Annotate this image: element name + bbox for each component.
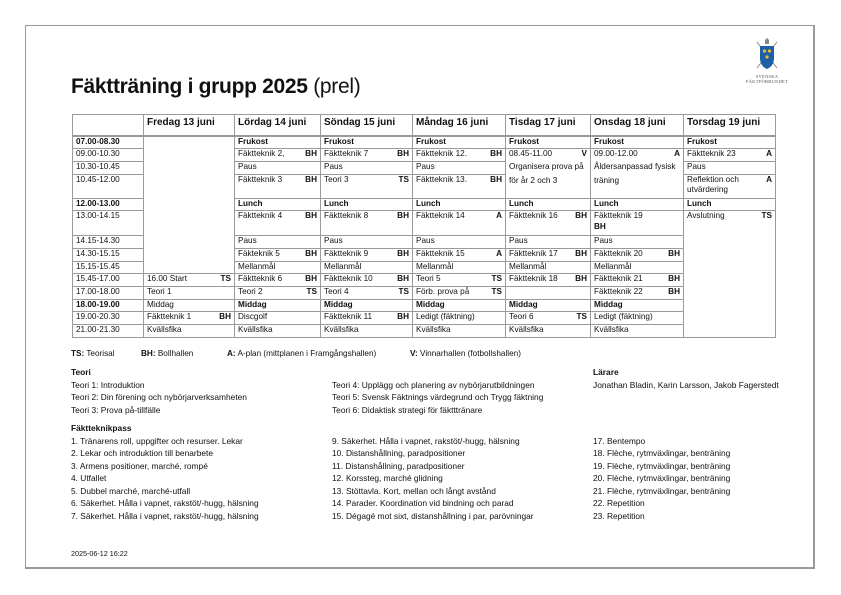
schedule-cell bbox=[506, 312, 591, 325]
teori-item: Teori 6: Didaktisk strategi för fäktttränare bbox=[332, 404, 483, 415]
schedule-cell bbox=[506, 274, 591, 287]
time-cell: 09.00-10.30 bbox=[73, 149, 144, 162]
table-row bbox=[73, 274, 776, 287]
schedule-cell: Middag bbox=[413, 299, 506, 312]
schedule-cell bbox=[235, 174, 321, 198]
activity: Fäktteknik 15 bbox=[416, 248, 465, 258]
schedule-cell: Mellanmål bbox=[591, 261, 684, 274]
fakteknikpass-col2 bbox=[332, 435, 534, 523]
time-cell: 17.00-18.00 bbox=[73, 287, 144, 300]
pass-item: 2. Lekar och introduktion till benarbete bbox=[71, 448, 213, 458]
day-header-empty bbox=[73, 115, 144, 136]
table-row bbox=[73, 287, 776, 300]
schedule-cell: Paus bbox=[413, 236, 506, 249]
location-tag: BH bbox=[397, 274, 409, 284]
activity: Fäktteknik 21 bbox=[594, 274, 643, 284]
activity: Fäktteknik 14 bbox=[416, 211, 465, 221]
table-row bbox=[73, 325, 776, 338]
schedule-cell: Kvällsfika bbox=[413, 325, 506, 338]
schedule-cell bbox=[235, 248, 321, 261]
pass-item: 5. Dubbel marché, marché-utfall bbox=[71, 485, 191, 496]
schedule-cell bbox=[506, 211, 591, 236]
pass-item: 17. Bentempo bbox=[593, 435, 646, 446]
schedule-cell: Paus bbox=[321, 161, 413, 174]
pass-item: 20. Flèche, rytmväxlingar, benträning bbox=[593, 473, 731, 483]
pass-item: 23. Repetition bbox=[593, 510, 645, 521]
schedule-cell: Lunch bbox=[506, 198, 591, 211]
activity: Fäktteknik 18 bbox=[509, 274, 558, 284]
location-tag: BH bbox=[668, 287, 680, 296]
activity: Fäkteknik 5 bbox=[238, 248, 280, 258]
teori-item: Teori 2: Din förening och nybörjarverksamheten bbox=[71, 392, 247, 402]
schedule-cell bbox=[321, 149, 413, 162]
activity: Fäktteknik 22 bbox=[594, 287, 643, 296]
location-tag: BH bbox=[490, 174, 502, 184]
timestamp: 2025-06-12 16:22 bbox=[71, 549, 128, 558]
activity: Fäktteknik 16 bbox=[509, 211, 558, 221]
teori-item: Teori 1: Introduktion bbox=[71, 379, 145, 390]
activity: Teori 4 bbox=[324, 287, 349, 296]
activity: Fäktteknik 12. bbox=[416, 149, 467, 159]
teori-item: Teori 3: Prova på-tillfälle bbox=[71, 404, 161, 415]
schedule-cell: Kvällsfika bbox=[144, 325, 235, 338]
schedule-cell bbox=[413, 274, 506, 287]
legend-key: A: bbox=[227, 349, 236, 358]
schedule-cell bbox=[235, 211, 321, 236]
pass-item: 6. Säkerhet. Hålla i vapnet, rakstöt/-hugg, hälsning bbox=[71, 498, 259, 508]
location-tag: A bbox=[766, 174, 772, 184]
schedule-cell bbox=[684, 149, 776, 162]
schedule-cell: Middag bbox=[144, 299, 235, 312]
schedule-cell: Ledigt (fäktning) bbox=[591, 312, 684, 325]
day-header-monday: Måndag 16 juni bbox=[413, 115, 506, 136]
schedule-cell: Paus bbox=[591, 236, 684, 249]
activity: Fäktteknik 1 bbox=[147, 312, 192, 322]
time-cell: 15.45-17.00 bbox=[73, 274, 144, 287]
schedule-cell bbox=[413, 149, 506, 162]
location-tag: BH bbox=[575, 248, 587, 258]
activity: Fäktteknik 3 bbox=[238, 174, 283, 184]
table-row bbox=[73, 136, 776, 149]
larare-heading: Lärare bbox=[593, 367, 619, 377]
time-cell: 21.00-21.30 bbox=[73, 325, 144, 338]
location-tag: A bbox=[766, 149, 772, 159]
day-header-friday: Fredag 13 juni bbox=[144, 115, 235, 136]
pass-item: 21. Flèche, rytmväxlingar, benträning bbox=[593, 485, 731, 496]
legend-value: Teorisal bbox=[86, 349, 115, 358]
activity: Fäktteknik 8 bbox=[324, 211, 369, 221]
pass-item: 10. Distanshållning, paradpositioner bbox=[332, 448, 466, 458]
schedule-cell bbox=[591, 248, 684, 261]
schedule-cell: Lunch bbox=[684, 198, 776, 211]
schedule-cell bbox=[684, 174, 776, 198]
schedule-cell: Lunch bbox=[413, 198, 506, 211]
activity: Fäktteknik 17 bbox=[509, 248, 558, 258]
schedule-cell: Lunch bbox=[235, 198, 321, 211]
activity: Fäktteknik 2, bbox=[238, 149, 285, 159]
teori-section bbox=[71, 366, 247, 416]
schedule-cell bbox=[235, 287, 321, 300]
schedule-cell bbox=[591, 287, 684, 300]
fri-empty-cell bbox=[144, 136, 235, 274]
activity: Teori 5 bbox=[416, 274, 441, 284]
location-tag: TS bbox=[491, 287, 502, 296]
schedule-cell: Mellanmål bbox=[321, 261, 413, 274]
block-time: 09.00-12.00 bbox=[594, 149, 638, 159]
location-tag: BH bbox=[575, 274, 587, 284]
logo-text-line2: FÄKTFÖRBUNDET bbox=[745, 79, 789, 84]
location-tag: BH bbox=[397, 312, 409, 322]
schedule-cell: Ledigt (fäktning) bbox=[413, 312, 506, 325]
schedule-cell bbox=[413, 211, 506, 236]
schedule-cell: Paus bbox=[684, 161, 776, 174]
schedule-cell bbox=[144, 312, 235, 325]
time-cell: 12.00-13.00 bbox=[73, 198, 144, 211]
location-tag: BH bbox=[305, 174, 317, 184]
pass-item: 4. Utfallet bbox=[71, 473, 107, 483]
schedule-cell bbox=[321, 211, 413, 236]
legend-bh bbox=[141, 349, 193, 358]
activity: Fäktteknik 13. bbox=[416, 174, 467, 184]
activity: Fäktteknik 10 bbox=[324, 274, 373, 284]
time-cell: 10.30-10.45 bbox=[73, 161, 144, 174]
activity: Avslutning bbox=[687, 211, 725, 221]
activity: Reflektion och utvärdering bbox=[687, 174, 739, 195]
legend-value: Vinnarhallen (fotbollshallen) bbox=[420, 349, 521, 358]
schedule-table bbox=[72, 114, 776, 338]
schedule-cell: Paus bbox=[321, 236, 413, 249]
schedule-cell: Discgolf bbox=[235, 312, 321, 325]
pass-item: 3. Armens positioner, marché, rompé bbox=[71, 460, 208, 471]
schedule-cell: Middag bbox=[321, 299, 413, 312]
block-description: Organisera prova på för år 2 och 3 bbox=[509, 161, 584, 185]
time-cell: 14.30-15.15 bbox=[73, 248, 144, 261]
legend-v bbox=[410, 349, 521, 358]
schedule-cell: Frukost bbox=[321, 136, 413, 149]
activity: Fäktteknik 6 bbox=[238, 274, 283, 284]
pass-item: 12. Korssteg, marché glidning bbox=[332, 473, 443, 483]
activity: Fäktteknik 4 bbox=[238, 211, 283, 221]
location-tag: BH bbox=[594, 221, 606, 231]
schedule-cell-block bbox=[591, 149, 684, 198]
schedule-cell: Teori 1 bbox=[144, 287, 235, 300]
activity: Teori 6 bbox=[509, 312, 534, 322]
schedule-cell bbox=[321, 248, 413, 261]
legend-value: A-plan (mittplanen i Framgångshallen) bbox=[237, 349, 377, 358]
logo-text-line1: SVENSKA bbox=[755, 74, 779, 79]
location-tag: TS bbox=[220, 274, 231, 284]
location-tag: BH bbox=[490, 149, 502, 159]
schedule-cell bbox=[506, 248, 591, 261]
header-row bbox=[73, 115, 776, 136]
schedule-cell bbox=[321, 274, 413, 287]
schedule-cell bbox=[321, 287, 413, 300]
location-tag: A bbox=[496, 248, 502, 258]
schedule-cell: Mellanmål bbox=[235, 261, 321, 274]
location-tag: A bbox=[674, 149, 680, 159]
location-tag: BH bbox=[305, 149, 317, 159]
pass-item: 19. Flèche, rytmväxlingar, benträning bbox=[593, 460, 731, 471]
legend-key: V: bbox=[410, 349, 418, 358]
schedule-cell: Kvällsfika bbox=[591, 325, 684, 338]
teori-heading: Teori bbox=[71, 367, 91, 377]
time-cell: 10.45-12.00 bbox=[73, 174, 144, 198]
activity: Teori 2 bbox=[238, 287, 263, 296]
shield-crest-icon bbox=[755, 38, 779, 74]
activity: Fäktteknik 20 bbox=[594, 248, 643, 258]
page-title bbox=[71, 74, 360, 100]
schedule-cell bbox=[591, 274, 684, 287]
fakteknikpass-section bbox=[71, 422, 259, 522]
location-tag: BH bbox=[575, 211, 587, 221]
schedule-cell bbox=[235, 274, 321, 287]
location-tag: BH bbox=[397, 248, 409, 258]
teori-item: Teori 5: Svensk Fäktnings värdegrund och Trygg fäktning bbox=[332, 392, 544, 402]
larare-section bbox=[593, 366, 779, 391]
activity: 16.00 Start bbox=[147, 274, 188, 284]
time-cell: 15.15-15.45 bbox=[73, 261, 144, 274]
schedule-cell: Frukost bbox=[413, 136, 506, 149]
teori-section-col2 bbox=[332, 379, 543, 417]
schedule-cell: Mellanmål bbox=[413, 261, 506, 274]
federation-logo bbox=[742, 38, 792, 92]
time-cell: 13.00-14.15 bbox=[73, 211, 144, 236]
pass-item: 22. Repetition bbox=[593, 498, 645, 508]
schedule-cell: Paus bbox=[506, 236, 591, 249]
legend-ts bbox=[71, 349, 115, 358]
location-tag: BH bbox=[305, 211, 317, 221]
schedule-cell bbox=[321, 174, 413, 198]
schedule-cell-block bbox=[506, 149, 591, 198]
day-header-saturday: Lördag 14 juni bbox=[235, 115, 321, 136]
location-tag: TS bbox=[398, 287, 409, 296]
fakteknikpass-col3 bbox=[593, 435, 730, 523]
schedule-cell bbox=[413, 174, 506, 198]
title-main: Fäktträning i grupp 2025 bbox=[71, 75, 308, 98]
location-tag: BH bbox=[668, 274, 680, 284]
location-tag: TS bbox=[491, 274, 502, 284]
legend-a bbox=[227, 349, 376, 358]
time-cell: 14.15-14.30 bbox=[73, 236, 144, 249]
schedule-cell: Frukost bbox=[684, 136, 776, 149]
schedule-cell bbox=[413, 287, 506, 300]
pass-item: 7. Säkerhet. Hålla i vapnet, rakstöt/-hugg, hälsning bbox=[71, 510, 259, 521]
activity: Fäktteknik 9 bbox=[324, 248, 369, 258]
activity: Fäktteknik 7 bbox=[324, 149, 369, 159]
day-header-tuesday: Tisdag 17 juni bbox=[506, 115, 591, 136]
schedule-cell: Kvällsfika bbox=[506, 325, 591, 338]
schedule-cell: Frukost bbox=[506, 136, 591, 149]
larare-names: Jonathan Bladin, Karin Larsson, Jakob Fagerstedt bbox=[593, 379, 779, 390]
location-tag: BH bbox=[305, 248, 317, 258]
location-tag: A bbox=[496, 211, 502, 221]
schedule-cell: Middag bbox=[506, 299, 591, 312]
activity: Teori 3 bbox=[324, 174, 349, 184]
schedule-cell: Paus bbox=[413, 161, 506, 174]
table-row bbox=[73, 299, 776, 312]
schedule-cell: Middag bbox=[235, 299, 321, 312]
table-row bbox=[73, 312, 776, 325]
block-time: 08.45-11.00 bbox=[509, 149, 553, 159]
day-header-wednesday: Onsdag 18 juni bbox=[591, 115, 684, 136]
activity: Fäktteknik 23 bbox=[687, 149, 736, 159]
schedule-cell: Kvällsfika bbox=[321, 325, 413, 338]
location-tag: BH bbox=[305, 274, 317, 284]
schedule-cell: Frukost bbox=[591, 136, 684, 149]
fakteknikpass-heading: Fäktteknikpass bbox=[71, 423, 132, 433]
activity: Förb. prova på bbox=[416, 287, 470, 296]
location-tag: TS bbox=[576, 312, 587, 322]
schedule-cell bbox=[591, 211, 684, 236]
time-cell: 18.00-19.00 bbox=[73, 299, 144, 312]
location-tag: BH bbox=[219, 312, 231, 322]
schedule-cell: Lunch bbox=[321, 198, 413, 211]
activity: Fäktteknik 19 bbox=[594, 211, 643, 221]
day-header-thursday: Torsdag 19 juni bbox=[684, 115, 776, 136]
pass-item: 11. Distanshållning, paradpositioner bbox=[332, 460, 465, 471]
schedule-cell: Paus bbox=[235, 236, 321, 249]
day-header-sunday: Söndag 15 juni bbox=[321, 115, 413, 136]
schedule-cell bbox=[321, 312, 413, 325]
pass-item: 13. Stöttavla. Kort, mellan och långt avstånd bbox=[332, 485, 496, 496]
location-tag: TS bbox=[306, 287, 317, 296]
pass-item: 14. Parader. Koordination vid bindning och parad bbox=[332, 498, 514, 508]
schedule-cell bbox=[144, 274, 235, 287]
schedule-cell: Kvällsfika bbox=[235, 325, 321, 338]
activity: Fäktteknik 11 bbox=[324, 312, 373, 322]
location-tag: TS bbox=[761, 211, 772, 221]
location-tag: BH bbox=[397, 149, 409, 159]
teori-item: Teori 4: Upplägg och planering av nybörjarutbildningen bbox=[332, 379, 535, 390]
schedule-cell bbox=[235, 149, 321, 162]
time-cell: 19.00-20.30 bbox=[73, 312, 144, 325]
schedule-cell: Paus bbox=[235, 161, 321, 174]
location-tag: BH bbox=[397, 211, 409, 221]
time-cell: 07.00-08.30 bbox=[73, 136, 144, 149]
pass-item: 18. Flèche, rytmväxlingar, benträning bbox=[593, 448, 731, 458]
schedule-cell bbox=[684, 211, 776, 338]
location-tag: TS bbox=[398, 174, 409, 184]
schedule-cell bbox=[413, 248, 506, 261]
pass-item: 1. Tränarens roll, uppgifter och resurser. Lekar bbox=[71, 435, 243, 446]
location-tag: BH bbox=[668, 248, 680, 258]
legend-value: Bollhallen bbox=[157, 349, 194, 358]
pass-item: 9. Säkerhet. Hålla i vapnet, rakstöt/-hugg, hälsning bbox=[332, 435, 520, 446]
schedule-cell: Middag bbox=[591, 299, 684, 312]
schedule-cell-empty bbox=[506, 287, 591, 300]
schedule-cell: Lunch bbox=[591, 198, 684, 211]
legend-key: TS: bbox=[71, 349, 85, 358]
schedule-cell: Mellanmål bbox=[506, 261, 591, 274]
legend-key: BH: bbox=[141, 349, 156, 358]
pass-item: 15. Dégagé mot sixt, distanshållning i par, parövningar bbox=[332, 510, 534, 521]
location-tag: V bbox=[581, 149, 587, 159]
schedule-cell: Frukost bbox=[235, 136, 321, 149]
block-description: Åldersanpassad fysisk träning bbox=[594, 161, 676, 185]
title-suffix: (prel) bbox=[313, 75, 361, 98]
